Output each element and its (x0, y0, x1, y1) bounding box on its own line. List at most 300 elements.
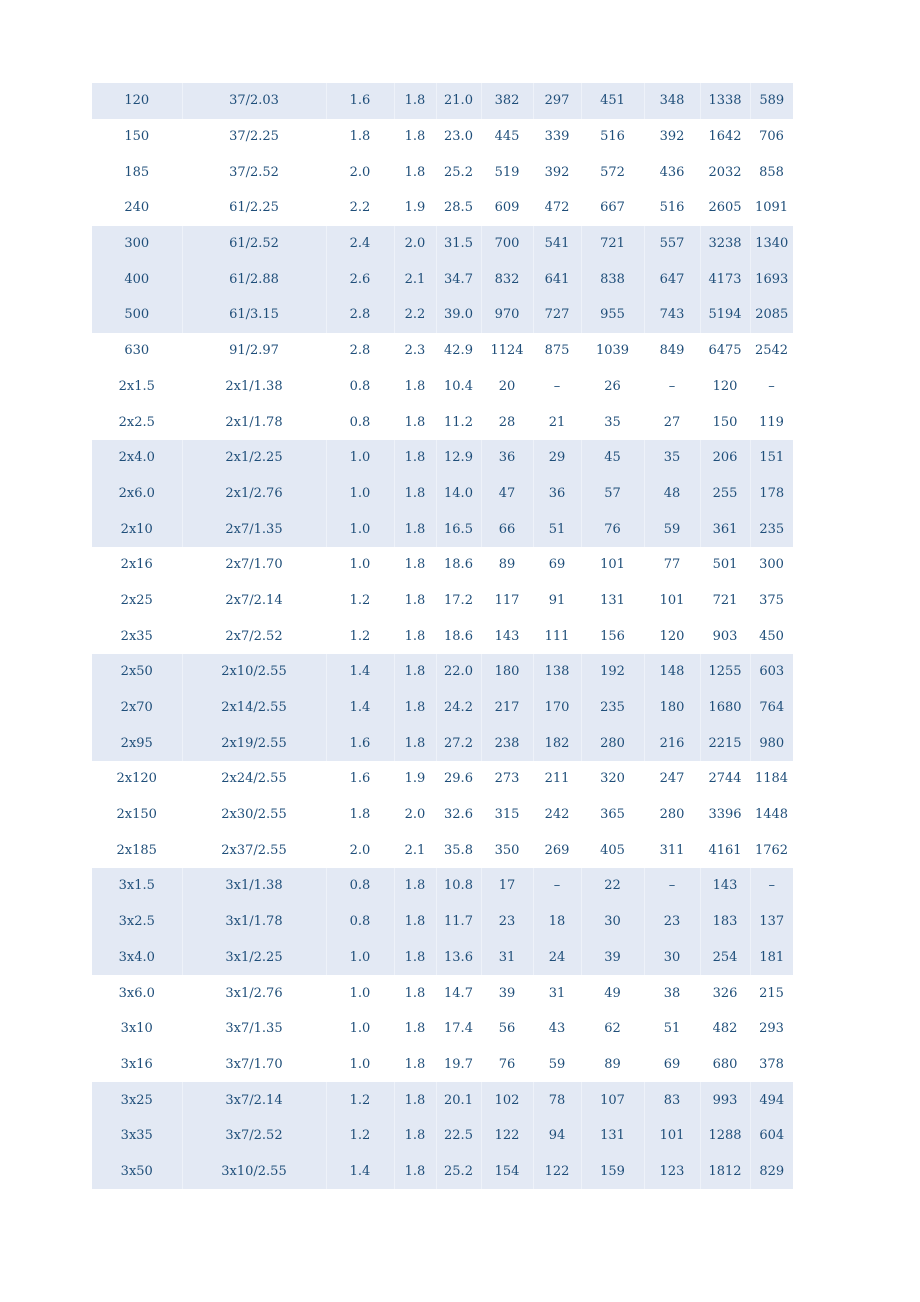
cell-value-col-6: 217 (481, 690, 533, 726)
cell-value-col-6: 20 (498, 378, 516, 394)
cell-cross-section: 3x10 (120, 1021, 153, 1037)
cell-value-col-8: 721 (581, 226, 644, 262)
cell-insulation-thickness: 1.0 (349, 557, 371, 573)
cell-insulation-thickness: 1.6 (326, 725, 394, 761)
cell-insulation-thickness: 1.0 (349, 1056, 371, 1072)
cell-value-col-10: 254 (700, 940, 750, 976)
cell-value-col-7: 170 (533, 690, 581, 726)
cell-cross-section: 2x25 (120, 592, 153, 608)
cell-outer-diameter: 27.2 (436, 725, 481, 761)
cell-value-col-6: 143 (494, 628, 520, 644)
cell-outer-diameter: 17.4 (444, 1021, 473, 1037)
cell-value-col-9: 311 (659, 842, 685, 858)
cell-outer-diameter: 35.8 (444, 842, 473, 858)
table-row (92, 761, 793, 797)
cell-sheath-thickness: 1.8 (404, 1056, 426, 1072)
table-row (92, 404, 793, 440)
cell-value-col-6: 36 (481, 440, 533, 476)
table-row (92, 1154, 793, 1190)
cell-value-col-7: 122 (533, 1154, 581, 1190)
cell-value-col-10: 120 (712, 378, 738, 394)
cell-value-col-9: 30 (644, 940, 700, 976)
cell-value-col-8: 572 (600, 164, 625, 180)
cell-cross-section: 2x185 (116, 842, 157, 858)
cell-value-col-10: 5194 (700, 297, 750, 333)
cell-sheath-thickness: 2.0 (394, 226, 436, 262)
cell-value-col-6: 47 (481, 476, 533, 512)
cell-insulation-thickness: 1.4 (326, 1154, 394, 1190)
cell-value-col-7: 59 (548, 1056, 566, 1072)
cell-value-col-8: 159 (581, 1154, 644, 1190)
cell-value-col-8: 131 (581, 1118, 644, 1154)
cell-value-col-8: 57 (581, 476, 644, 512)
cell-cross-section: 2x6.0 (92, 476, 182, 512)
cell-value-col-11: 119 (759, 414, 784, 430)
cell-value-col-11: 1762 (754, 842, 789, 858)
cell-insulation-thickness: 1.2 (349, 592, 371, 608)
cell-value-col-10: 903 (712, 628, 738, 644)
cell-sheath-thickness: 1.8 (394, 654, 436, 690)
cell-conductor-structure: 2x7/1.70 (225, 557, 283, 573)
cell-value-col-8: 131 (600, 592, 625, 608)
cell-sheath-thickness: 1.8 (394, 690, 436, 726)
cell-value-col-7: 78 (533, 1082, 581, 1118)
cell-value-col-8: 516 (600, 129, 625, 145)
cell-value-col-11: 2085 (750, 297, 793, 333)
cell-value-col-7: 472 (544, 200, 570, 216)
cell-outer-diameter: 31.5 (436, 226, 481, 262)
cell-value-col-8: 1039 (595, 343, 630, 359)
table-row (92, 618, 793, 654)
cell-value-col-11: 603 (750, 654, 793, 690)
cell-value-col-9: – (668, 378, 676, 394)
cell-value-col-8: 22 (581, 868, 644, 904)
cell-value-col-11: 178 (750, 476, 793, 512)
cell-value-col-6: 609 (494, 200, 520, 216)
cell-conductor-structure: 2x30/2.55 (221, 807, 287, 823)
cell-value-col-10: 721 (712, 592, 738, 608)
cell-value-col-6: 315 (494, 807, 520, 823)
cell-cross-section: 630 (124, 343, 150, 359)
cell-cross-section: 400 (92, 261, 182, 297)
cell-value-col-11: 378 (759, 1056, 784, 1072)
table-row (92, 904, 793, 940)
cell-sheath-thickness: 2.0 (404, 807, 426, 823)
cell-value-col-11: 980 (750, 725, 793, 761)
cell-value-col-9: 647 (644, 261, 700, 297)
cell-conductor-structure: 2x7/1.35 (182, 511, 326, 547)
table-row (92, 369, 793, 405)
cell-value-col-7: 541 (533, 226, 581, 262)
table-row (92, 333, 793, 369)
cell-conductor-structure: 61/2.52 (182, 226, 326, 262)
cell-value-col-7: 91 (548, 592, 566, 608)
cell-value-col-7: 94 (533, 1118, 581, 1154)
cell-value-col-6: 180 (481, 654, 533, 690)
cell-value-col-10: 143 (700, 868, 750, 904)
cell-sheath-thickness: 1.8 (394, 1082, 436, 1118)
cell-sheath-thickness: 1.8 (394, 476, 436, 512)
cell-value-col-11: 235 (750, 511, 793, 547)
cell-value-col-9: 101 (644, 1118, 700, 1154)
cell-value-col-11: 494 (750, 1082, 793, 1118)
cell-cross-section: 2x1.5 (118, 378, 155, 394)
cell-value-col-6: 31 (481, 940, 533, 976)
cell-value-col-10: 206 (700, 440, 750, 476)
table-row (92, 1082, 793, 1118)
cell-sheath-thickness: 2.2 (394, 297, 436, 333)
cell-value-col-10: 326 (712, 985, 738, 1001)
cell-value-col-6: 76 (498, 1056, 516, 1072)
table-row (92, 226, 793, 262)
cell-value-col-9: 557 (644, 226, 700, 262)
cell-insulation-thickness: 0.8 (349, 378, 371, 394)
cell-value-col-6: 66 (481, 511, 533, 547)
cell-cross-section: 2x50 (92, 654, 182, 690)
cell-value-col-8: 89 (604, 1056, 621, 1072)
cell-value-col-10: 255 (700, 476, 750, 512)
cell-value-col-7: 31 (548, 985, 566, 1001)
cell-value-col-9: 743 (644, 297, 700, 333)
cell-insulation-thickness: 2.2 (349, 200, 371, 216)
cell-sheath-thickness: 2.1 (404, 842, 426, 858)
cell-value-col-8: 45 (581, 440, 644, 476)
cell-value-col-6: 273 (494, 771, 520, 787)
cell-insulation-thickness: 1.2 (326, 1118, 394, 1154)
table-row (92, 1011, 793, 1047)
cell-outer-diameter: 23.0 (444, 129, 473, 145)
cell-value-col-8: 405 (600, 842, 625, 858)
cell-value-col-11: 1448 (754, 807, 789, 823)
cell-value-col-8: 26 (604, 378, 621, 394)
cell-value-col-10: 1812 (700, 1154, 750, 1190)
cell-value-col-6: 117 (494, 592, 520, 608)
cell-outer-diameter: 11.2 (444, 414, 473, 430)
cell-value-col-11: 137 (750, 904, 793, 940)
cell-insulation-thickness: 1.0 (326, 940, 394, 976)
cell-insulation-thickness: 0.8 (349, 414, 371, 430)
cell-insulation-thickness: 0.8 (326, 868, 394, 904)
cell-conductor-structure: 3x10/2.55 (182, 1154, 326, 1190)
cell-value-col-11: 829 (750, 1154, 793, 1190)
cell-value-col-9: 77 (663, 557, 681, 573)
cell-value-col-6: 17 (481, 868, 533, 904)
cell-value-col-7: 36 (533, 476, 581, 512)
cell-sheath-thickness: 1.9 (404, 200, 426, 216)
cell-value-col-8: 35 (604, 414, 621, 430)
cell-value-col-11: – (768, 378, 775, 394)
cell-value-col-10: 482 (712, 1021, 738, 1037)
table-row (92, 975, 793, 1011)
cell-conductor-structure: 61/2.25 (229, 200, 279, 216)
cell-value-col-7: 641 (533, 261, 581, 297)
cell-value-col-7: 21 (548, 414, 566, 430)
cell-value-col-11: 215 (759, 985, 784, 1001)
table-row (92, 690, 793, 726)
cell-cross-section: 3x1.5 (92, 868, 182, 904)
cell-value-col-11: 589 (750, 83, 793, 119)
cell-conductor-structure: 2x1/1.38 (225, 378, 283, 394)
cell-value-col-7: 182 (533, 725, 581, 761)
cell-sheath-thickness: 1.8 (404, 628, 426, 644)
cell-insulation-thickness: 1.4 (326, 690, 394, 726)
cell-value-col-9: 23 (644, 904, 700, 940)
cell-value-col-10: 150 (712, 414, 738, 430)
cell-sheath-thickness: 1.8 (404, 985, 426, 1001)
cell-insulation-thickness: 1.6 (349, 771, 371, 787)
cell-value-col-8: 280 (581, 725, 644, 761)
cell-conductor-structure: 3x1/1.78 (182, 904, 326, 940)
cell-cross-section: 3x35 (92, 1118, 182, 1154)
cell-sheath-thickness: 2.3 (404, 343, 426, 359)
cell-value-col-9: 27 (663, 414, 681, 430)
cell-conductor-structure: 3x7/1.70 (225, 1056, 283, 1072)
cell-cross-section: 3x2.5 (92, 904, 182, 940)
cell-value-col-8: 39 (581, 940, 644, 976)
cell-value-col-11: 375 (759, 592, 784, 608)
cell-value-col-10: 1288 (700, 1118, 750, 1154)
cell-value-col-7: 727 (533, 297, 581, 333)
cell-outer-diameter: 42.9 (444, 343, 473, 359)
table-row (92, 440, 793, 476)
cell-sheath-thickness: 1.8 (394, 868, 436, 904)
cell-value-col-9: 392 (659, 129, 685, 145)
table-row (92, 868, 793, 904)
cell-value-col-11: 293 (759, 1021, 784, 1037)
cell-outer-diameter: 18.6 (444, 628, 473, 644)
cell-value-col-6: 122 (481, 1118, 533, 1154)
cell-insulation-thickness: 1.4 (326, 654, 394, 690)
cell-value-col-10: 6475 (708, 343, 742, 359)
cell-value-col-10: 361 (700, 511, 750, 547)
cell-value-col-8: 101 (600, 557, 625, 573)
cell-value-col-11: 300 (759, 557, 784, 573)
cell-value-col-11: 764 (750, 690, 793, 726)
cell-value-col-7: 43 (548, 1021, 566, 1037)
cell-sheath-thickness: 1.8 (404, 592, 426, 608)
cell-value-col-9: 247 (659, 771, 685, 787)
cell-cross-section: 2x35 (120, 628, 153, 644)
cell-insulation-thickness: 1.0 (326, 511, 394, 547)
cell-outer-diameter: 13.6 (436, 940, 481, 976)
cell-value-col-9: 516 (659, 200, 685, 216)
cell-conductor-structure: 2x1/2.25 (182, 440, 326, 476)
cell-cross-section: 240 (124, 200, 150, 216)
cell-outer-diameter: 19.7 (444, 1056, 473, 1072)
cell-cross-section: 120 (92, 83, 182, 119)
cell-cross-section: 2x95 (92, 725, 182, 761)
cell-value-col-10: 1642 (708, 129, 742, 145)
cell-conductor-structure: 3x7/1.35 (225, 1021, 283, 1037)
cell-value-col-9: 101 (659, 592, 685, 608)
cell-value-col-9: 216 (644, 725, 700, 761)
cell-value-col-8: 838 (581, 261, 644, 297)
cell-sheath-thickness: 1.8 (394, 1154, 436, 1190)
cell-value-col-8: 156 (600, 628, 625, 644)
cell-insulation-thickness: 2.8 (349, 343, 371, 359)
table-body (92, 83, 793, 1189)
cell-value-col-10: 1680 (700, 690, 750, 726)
cell-outer-diameter: 25.2 (436, 1154, 481, 1190)
cell-value-col-9: 180 (644, 690, 700, 726)
cell-outer-diameter: 10.8 (436, 868, 481, 904)
cell-insulation-thickness: 1.8 (349, 129, 371, 145)
cell-cross-section: 2x150 (116, 807, 157, 823)
cell-sheath-thickness: 1.8 (404, 129, 426, 145)
cell-value-col-11: 1091 (754, 200, 789, 216)
cell-cross-section: 2x16 (120, 557, 153, 573)
cell-sheath-thickness: 1.8 (394, 725, 436, 761)
table-row (92, 119, 793, 155)
cell-value-col-11: 1693 (750, 261, 793, 297)
cell-cross-section: 185 (124, 164, 150, 180)
cell-insulation-thickness: 1.2 (326, 1082, 394, 1118)
cell-outer-diameter: 22.0 (436, 654, 481, 690)
cell-cross-section: 2x10 (92, 511, 182, 547)
cell-value-col-10: 3238 (700, 226, 750, 262)
cell-conductor-structure: 3x7/2.52 (182, 1118, 326, 1154)
cell-value-col-6: 700 (481, 226, 533, 262)
cell-value-col-10: 501 (712, 557, 738, 573)
cell-outer-diameter: 24.2 (436, 690, 481, 726)
cell-value-col-10: 2032 (708, 164, 742, 180)
cell-value-col-11: 151 (750, 440, 793, 476)
cell-sheath-thickness: 1.8 (404, 1021, 426, 1037)
cell-value-col-6: 350 (494, 842, 520, 858)
cell-insulation-thickness: 1.8 (349, 807, 371, 823)
cell-conductor-structure: 2x7/2.52 (225, 628, 283, 644)
cell-cross-section: 3x4.0 (92, 940, 182, 976)
table-row (92, 297, 793, 333)
cell-value-col-10: 4161 (708, 842, 742, 858)
cell-value-col-6: 28 (498, 414, 516, 430)
cell-value-col-6: 1124 (490, 343, 524, 359)
table-row (92, 511, 793, 547)
cell-value-col-11: 1184 (754, 771, 789, 787)
cell-value-col-6: 89 (498, 557, 516, 573)
cell-outer-diameter: 14.0 (436, 476, 481, 512)
cell-sheath-thickness: 1.8 (404, 414, 426, 430)
cell-cross-section: 2x4.0 (92, 440, 182, 476)
cell-outer-diameter: 18.6 (444, 557, 473, 573)
cell-value-col-7: 211 (544, 771, 570, 787)
cell-value-col-8: 76 (581, 511, 644, 547)
table-row (92, 832, 793, 868)
cell-outer-diameter: 10.4 (444, 378, 473, 394)
cell-value-col-9: 48 (644, 476, 700, 512)
cell-conductor-structure: 61/3.15 (182, 297, 326, 333)
cell-value-col-7: 392 (544, 164, 570, 180)
cell-value-col-10: 1255 (700, 654, 750, 690)
cell-insulation-thickness: 1.0 (326, 476, 394, 512)
cell-sheath-thickness: 2.1 (394, 261, 436, 297)
cell-value-col-9: 69 (663, 1056, 681, 1072)
cell-value-col-10: 2744 (708, 771, 742, 787)
cell-value-col-11: 1340 (750, 226, 793, 262)
cell-sheath-thickness: 1.8 (394, 83, 436, 119)
cell-value-col-7: 138 (533, 654, 581, 690)
cell-value-col-9: 849 (659, 343, 685, 359)
table-row (92, 83, 793, 119)
cell-value-col-9: 83 (644, 1082, 700, 1118)
cell-value-col-9: 38 (663, 985, 681, 1001)
cell-insulation-thickness: 1.2 (349, 628, 371, 644)
cell-value-col-6: 238 (481, 725, 533, 761)
cell-sheath-thickness: 1.8 (394, 1118, 436, 1154)
cell-value-col-11: 604 (750, 1118, 793, 1154)
table-row (92, 725, 793, 761)
cell-conductor-structure: 2x1/2.76 (182, 476, 326, 512)
cell-outer-diameter: 14.7 (444, 985, 473, 1001)
cell-sheath-thickness: 1.9 (404, 771, 426, 787)
cell-outer-diameter: 39.0 (436, 297, 481, 333)
cell-conductor-structure: 91/2.97 (229, 343, 279, 359)
cell-value-col-6: 832 (481, 261, 533, 297)
cell-value-col-6: 39 (498, 985, 516, 1001)
cell-insulation-thickness: 1.0 (326, 440, 394, 476)
cell-value-col-9: 280 (659, 807, 685, 823)
cell-value-col-7: 242 (544, 807, 570, 823)
cell-conductor-structure: 2x10/2.55 (182, 654, 326, 690)
cell-sheath-thickness: 1.8 (404, 164, 426, 180)
table-row (92, 797, 793, 833)
cell-value-col-10: 4173 (700, 261, 750, 297)
table-row (92, 1118, 793, 1154)
cell-outer-diameter: 28.5 (444, 200, 473, 216)
cell-sheath-thickness: 1.8 (404, 557, 426, 573)
cell-conductor-structure: 3x1/2.25 (182, 940, 326, 976)
cell-value-col-7: 51 (533, 511, 581, 547)
cell-value-col-7: 111 (544, 628, 570, 644)
cell-outer-diameter: 22.5 (436, 1118, 481, 1154)
cell-value-col-8: 235 (581, 690, 644, 726)
cell-value-col-8: 451 (581, 83, 644, 119)
cell-value-col-10: 2215 (700, 725, 750, 761)
cell-cross-section: 2x2.5 (118, 414, 155, 430)
cell-insulation-thickness: 1.0 (349, 1021, 371, 1037)
cell-insulation-thickness: 0.8 (326, 904, 394, 940)
cell-value-col-10: 680 (712, 1056, 738, 1072)
cell-value-col-9: 35 (644, 440, 700, 476)
cell-cross-section: 500 (92, 297, 182, 333)
cell-value-col-7: 18 (533, 904, 581, 940)
cell-value-col-10: 993 (700, 1082, 750, 1118)
cell-value-col-6: 382 (481, 83, 533, 119)
table-row (92, 476, 793, 512)
cell-value-col-11: – (750, 868, 793, 904)
cell-outer-diameter: 16.5 (436, 511, 481, 547)
cell-value-col-10: 183 (700, 904, 750, 940)
table-row (92, 1047, 793, 1083)
cell-conductor-structure: 61/2.88 (182, 261, 326, 297)
cell-value-col-8: 365 (600, 807, 625, 823)
cell-insulation-thickness: 2.4 (326, 226, 394, 262)
cell-sheath-thickness: 1.8 (394, 940, 436, 976)
cell-value-col-11: 450 (759, 628, 784, 644)
cell-value-col-7: – (533, 868, 581, 904)
cell-value-col-11: 858 (759, 164, 784, 180)
cell-cross-section: 2x120 (116, 771, 157, 787)
table-row (92, 190, 793, 226)
cell-insulation-thickness: 2.0 (349, 842, 371, 858)
cell-conductor-structure: 3x7/2.14 (182, 1082, 326, 1118)
cell-value-col-8: 192 (581, 654, 644, 690)
cell-value-col-6: 23 (481, 904, 533, 940)
cell-value-col-6: 519 (494, 164, 520, 180)
cell-value-col-8: 62 (604, 1021, 621, 1037)
cell-conductor-structure: 37/2.52 (229, 164, 279, 180)
cell-outer-diameter: 32.6 (444, 807, 473, 823)
